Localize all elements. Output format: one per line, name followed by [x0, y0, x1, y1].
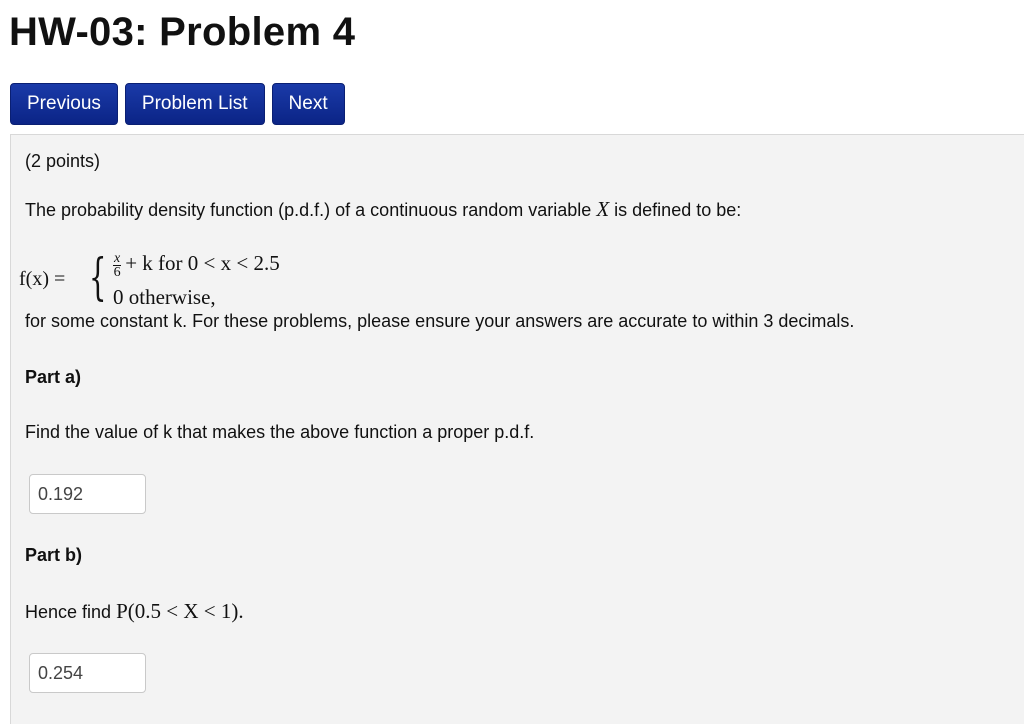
intro-text-before: The probability density function (p.d.f.) of a continuous random variable [25, 200, 597, 220]
part-a-answer-input[interactable] [29, 474, 146, 514]
intro-text-after: is defined to be: [609, 200, 742, 220]
piecewise-brace: { [89, 248, 107, 306]
part-a-question: Find the value of k that makes the above function a proper p.d.f. [25, 422, 535, 442]
next-button[interactable]: Next [272, 83, 345, 125]
part-b-question-prefix: Hence find [25, 602, 117, 622]
piecewise-case-2: 0 otherwise, [113, 285, 216, 309]
part-b-heading: Part b) [25, 545, 83, 565]
part-b-answer-input[interactable] [29, 653, 146, 693]
part-b-question-math: P(0.5 < X < 1). [116, 599, 244, 623]
previous-button[interactable]: Previous [10, 83, 118, 125]
problem-body [10, 134, 1024, 724]
constant-note: for some constant k. For these problems, please ensure your answers are accurate to within 3 decimals. [25, 311, 855, 331]
function-label-text: f(x) = [19, 268, 66, 290]
problem-navigation [10, 83, 345, 125]
part-a-heading: Part a) [25, 367, 82, 387]
problem-intro [25, 197, 741, 222]
page-title: HW-03: Problem 4 [9, 10, 356, 54]
function-label [19, 268, 65, 291]
intro-variable: X [596, 197, 610, 221]
problem-list-button[interactable]: Problem List [125, 83, 265, 125]
fraction-denominator: 6 [113, 264, 121, 280]
fraction-numerator: x [114, 250, 121, 266]
part-b-question [25, 599, 244, 624]
fraction [113, 252, 121, 279]
case-1-expression: + k for 0 < x < 2.5 [125, 251, 280, 275]
points-label: (2 points) [25, 151, 101, 171]
piecewise-case-1 [113, 251, 280, 279]
